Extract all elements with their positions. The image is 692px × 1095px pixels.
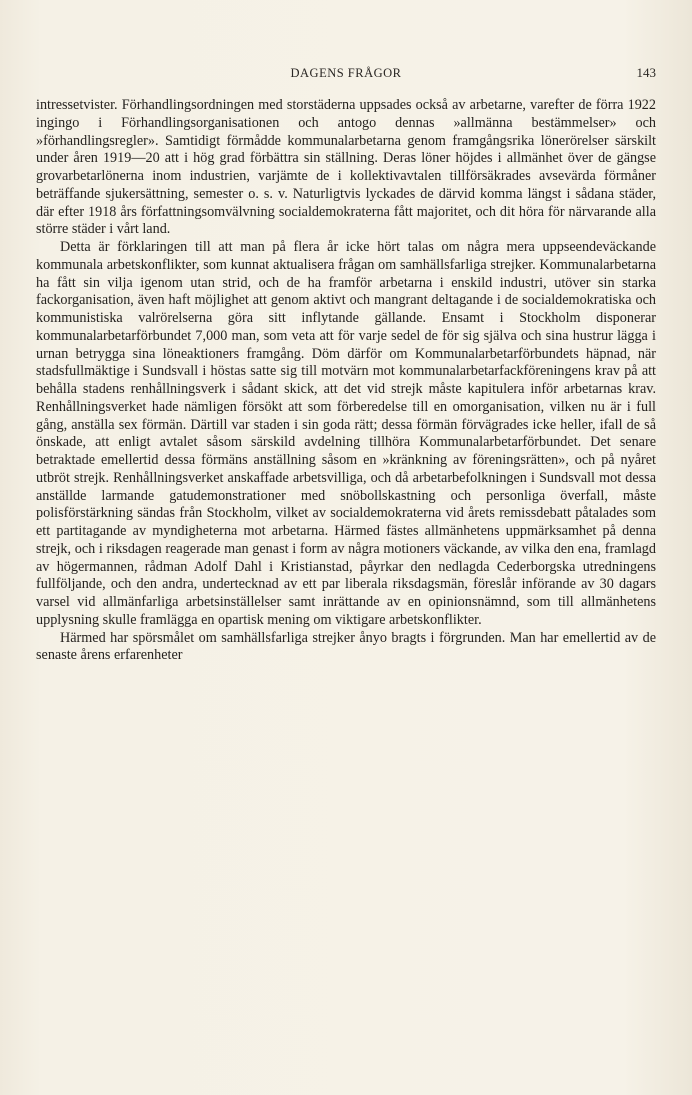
running-title: DAGENS FRÅGOR <box>290 66 402 80</box>
paragraph: Härmed har spörsmålet om samhällsfarliga strejker ånyo bragts i förgrunden. Man har emellertid av de senaste årens erfarenheter <box>36 629 656 664</box>
body-text <box>36 97 656 665</box>
paragraph: Detta är förklaringen till att man på flera år icke hört talas om några mera uppseendeväckande kommunala arbetskonflikter, som kunnat aktualisera frågan om samhällsfarliga strejker. Kommunalarbetarna ha fått sin vilja igenom utan strid, och de ha framför arbetarna i enskild industri, utöver sin starka fackorganisation, även haft möjlighet att genom aktivt och mangrant deltagande i de socialdemokratiska och kommunistiska valrörelserna göra sitt inflytande gällande. Ensamt i Stockholm disponerar kommunalarbetarförbundet 7,000 man, som veta att för varje sedel de för sig själva och sina hustrur lägga i urnan betrygga sina löneaktioners framgång. Döm därför om Kommunalarbetarförbundets häpnad, när stadsfullmäktige i Sundsvall i höstas satte sig till motvärn mot kommunalarbetarfackföreningens krav på att behålla stadens renhållningsverk i sådant skick, att det vid strejk måste kapitulera inför arbetarnas krav. Renhållningsverket hade nämligen försökt att som förberedelse till en omorganisation, vilken nu är i full gång, anställa sex förmän. Därtill var staden i sin goda rätt; dessa förmän förvägrades icke heller, ifall de så önskade, att enligt avtalet såsom särskild avdelning tillhöra Kommunalarbetarförbundet. Det senare betraktade emellertid dessa förmäns anställning såsom en »kränkning av föreningsrätten», och på nyåret utbröt strejk. Renhållningsverket anskaffade arbetsvilliga, och då arbetarbefolkningen i Sundsvall mot dessa anställde larmande gatudemonstrationer med snöbollskastning och personliga överfall, måste polisförstärkning sändas från Stockholm, vilket av socialdemokraterna vid årets remissdebatt påtalades som ett partitagande av myndigheterna mot arbetarna. Härmed fästes allmänhetens uppmärksamhet på denna strejk, och i riksdagen reagerade man genast i form av några motioners väckande, av vilka den ena, framlagd av högermannen, rådman Adolf Dahl i Kristianstad, påyrkar den nedlagda Cederborgska utredningens fullföljande, och den andra, undertecknad av ett par liberala riksdagsmän, föreslår införande av 30 dagars varsel vid allmänfarliga arbetsinställelser samt inrättande av en opinionsnämnd, som till allmänhetens upplysning skulle framlägga en opartisk mening om viktigare arbetskonflikter. <box>36 239 656 628</box>
page-number: 143 <box>636 65 656 80</box>
paragraph-continuation: intressetvister. Förhandlingsordningen med storstäderna uppsades också av arbetarne, varefter de förra 1922 ingingo i Förhandlingsorganisationen och antogo dennas »allmänna bestämmelser» och »förhandlingsregler». Samtidigt förmådde kommunalarbetarna genom framgångsrika lönerörelser särskilt under åren 1919—20 att i hög grad förbättra sin ställning. Deras löner höjdes i allmänhet över de gängse grovarbetarlönerna inom industrien, varjämte de i kollektivavtalen tillförsäkrades avsevärda förmåner beträffande sjukersättning, semester o. s. v. Naturligtvis lyckades de därvid komma längst i sådana städer, där efter 1918 års författningsomvälvning socialdemokraterna fått majoritet, och dit höra för närvarande alla större städer i vårt land. <box>36 97 656 238</box>
page-header <box>36 66 656 86</box>
